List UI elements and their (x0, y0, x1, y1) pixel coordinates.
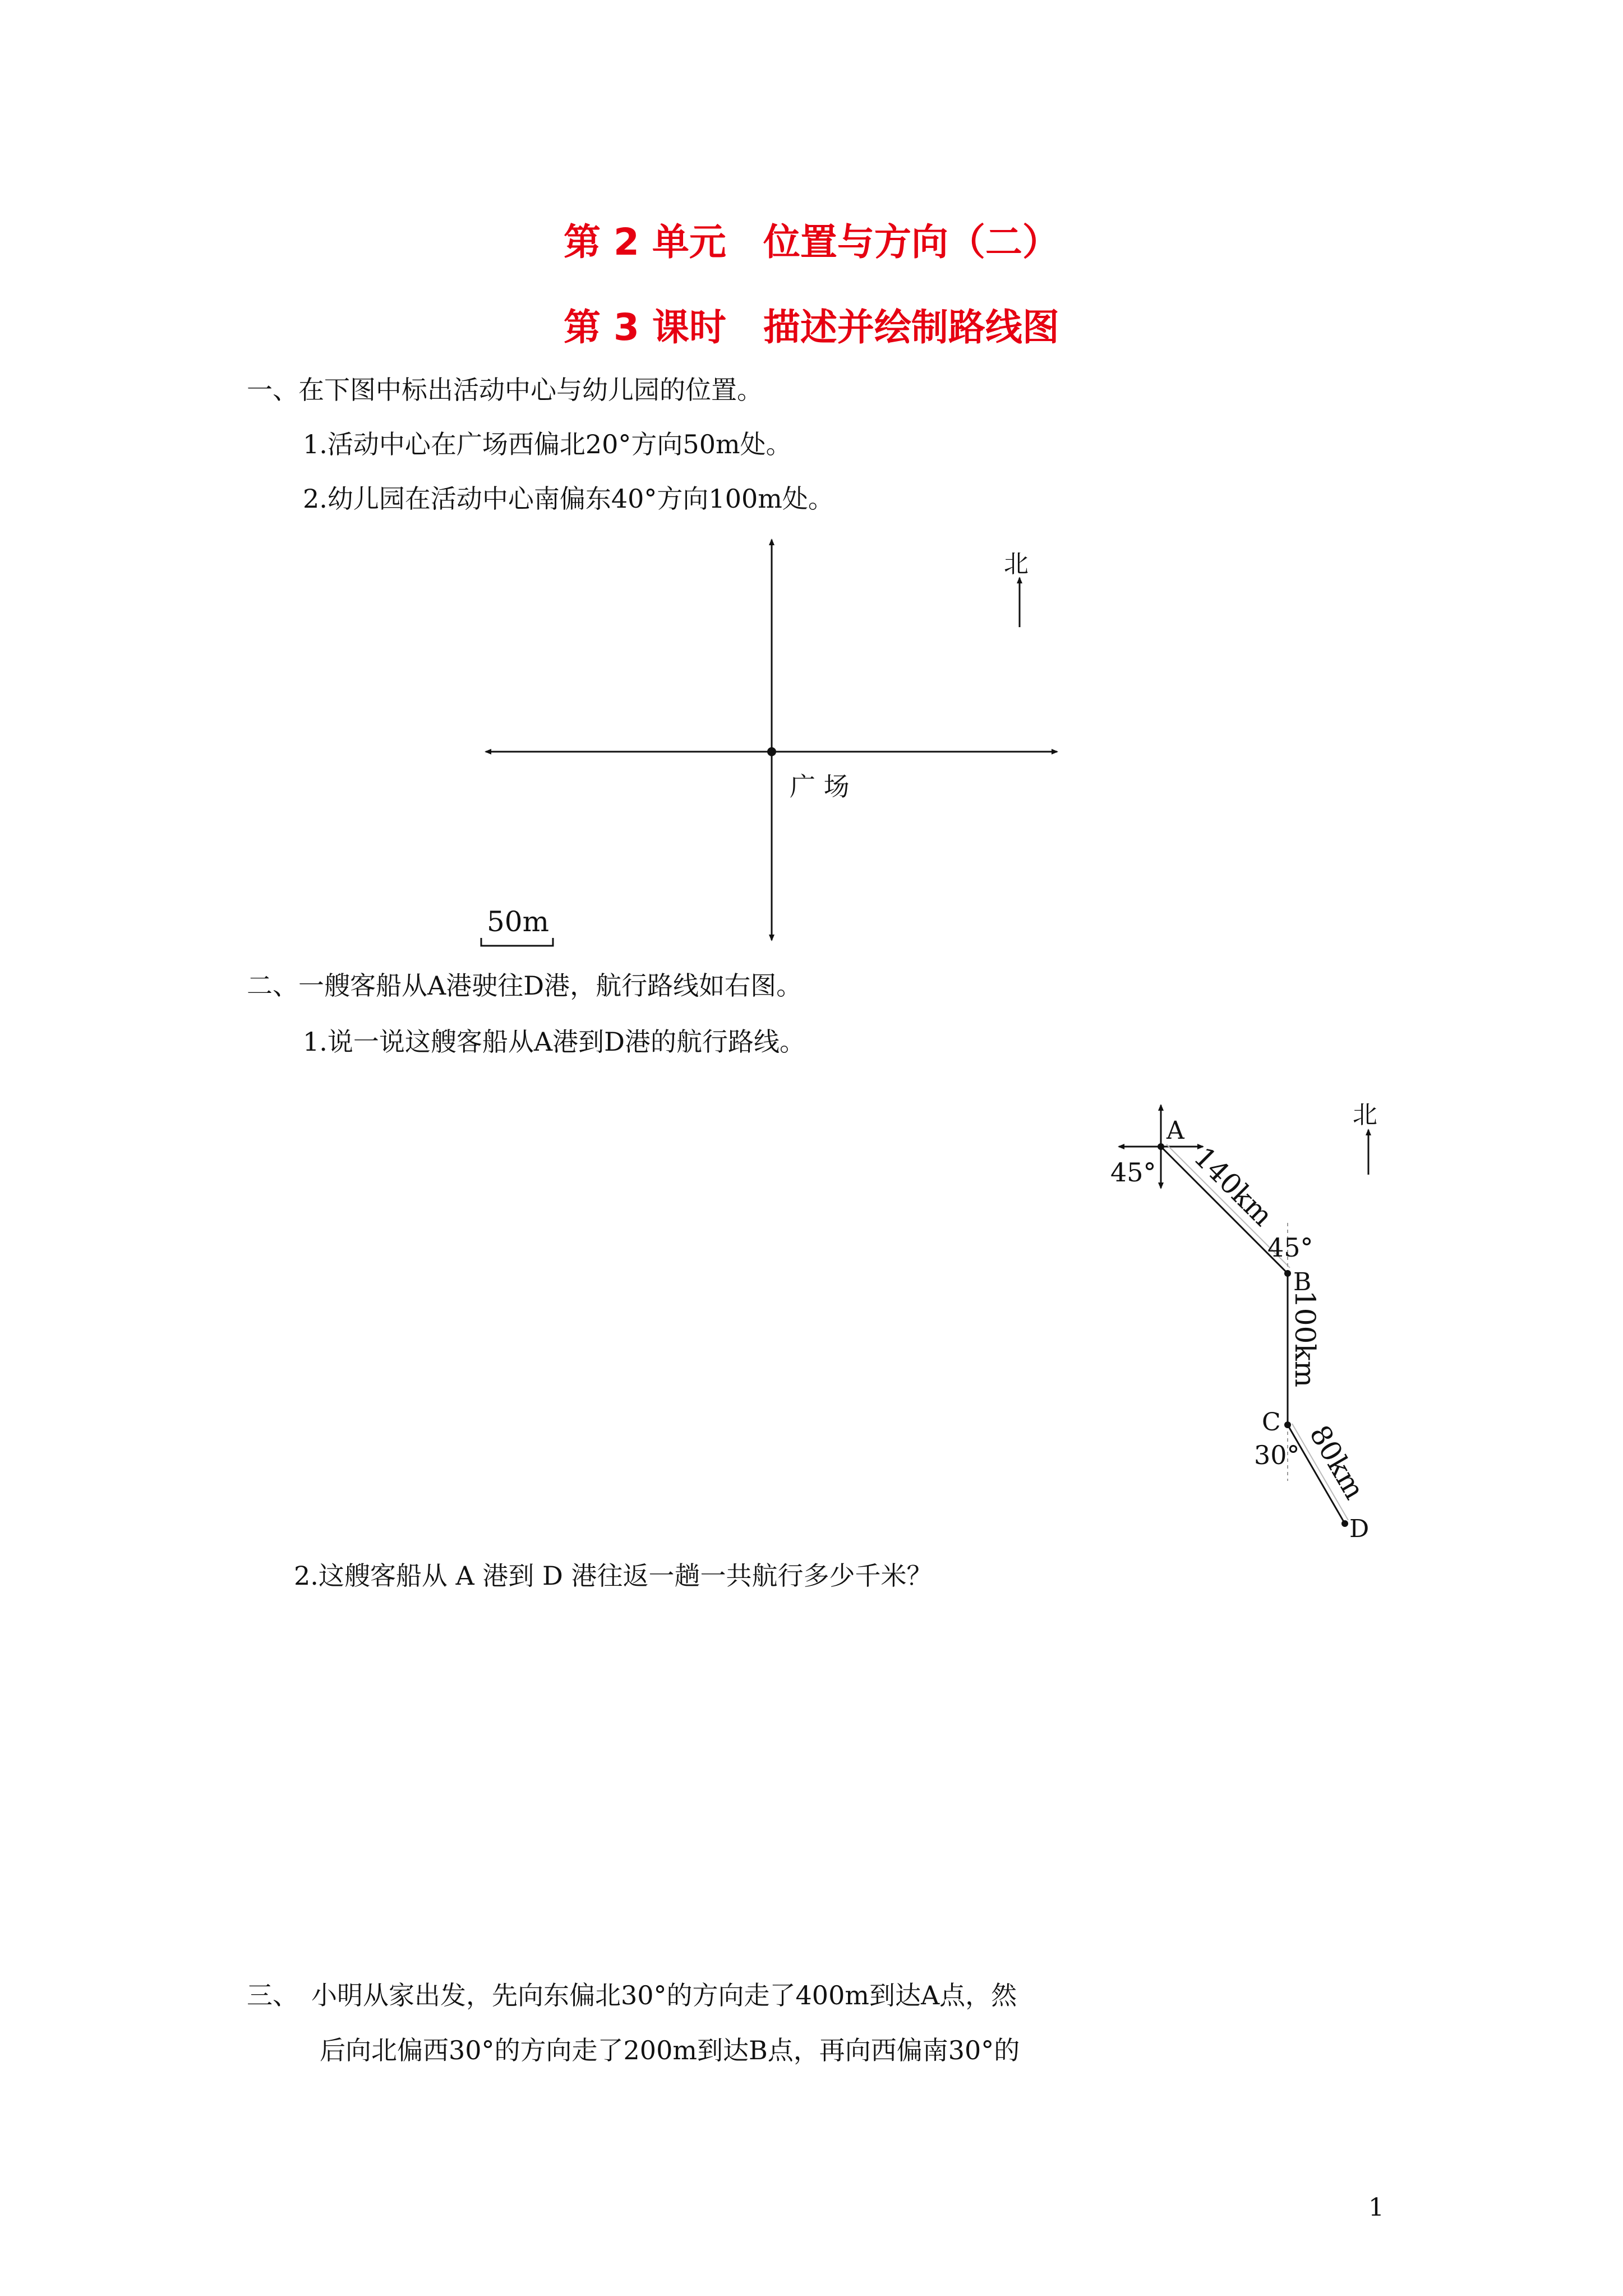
distance-bc: 100km (1289, 1290, 1321, 1388)
section2-question-1: 1.说一说这艘客船从A港到D港的航行路线。 (303, 1027, 805, 1057)
section2-heading: 二、一艘客船从A港驶往D港，航行路线如右图。 (247, 970, 803, 1001)
label-c: C (1262, 1408, 1281, 1437)
point-d (1341, 1520, 1348, 1527)
label-d: D (1349, 1515, 1370, 1543)
angle-c: 30° (1254, 1440, 1300, 1470)
plaza-label: 广 场 (790, 771, 850, 802)
point-c (1284, 1421, 1291, 1428)
angle-a: 45° (1110, 1157, 1156, 1188)
page-number: 1 (1368, 2193, 1384, 2222)
section3-line-1: 三、 小明从家出发，先向东偏北30°的方向走了400m到达A点，然 (247, 1980, 1017, 2010)
section1-question-2: 2.幼儿园在活动中心南偏东40°方向100m处。 (303, 484, 834, 514)
scale-label: 50m (487, 905, 550, 938)
unit-title: 第 2 单元 位置与方向（二） (564, 220, 1059, 264)
section2-question-2: 2.这艘客船从 A 港到 D 港往返一趟一共航行多少千米？ (294, 1561, 933, 1591)
angle-b: 45° (1267, 1232, 1313, 1263)
section3-line-2: 后向北偏西30°的方向走了200m到达B点，再向西偏南30°的 (320, 2035, 1020, 2065)
distance-ab: 140km (1187, 1140, 1279, 1232)
north-label-2: 北 (1353, 1101, 1377, 1129)
point-a (1158, 1143, 1164, 1150)
distance-cd: 80km (1303, 1420, 1371, 1505)
point-b (1284, 1270, 1291, 1277)
section1-heading: 一、在下图中标出活动中心与幼儿园的位置。 (247, 375, 763, 405)
lesson-title: 第 3 课时 描述并绘制路线图 (564, 306, 1059, 349)
label-b: B (1293, 1268, 1312, 1296)
section1-question-1: 1.活动中心在广场西偏北20°方向50m处。 (303, 429, 792, 459)
label-a: A (1166, 1116, 1184, 1145)
north-label: 北 (1004, 550, 1029, 578)
